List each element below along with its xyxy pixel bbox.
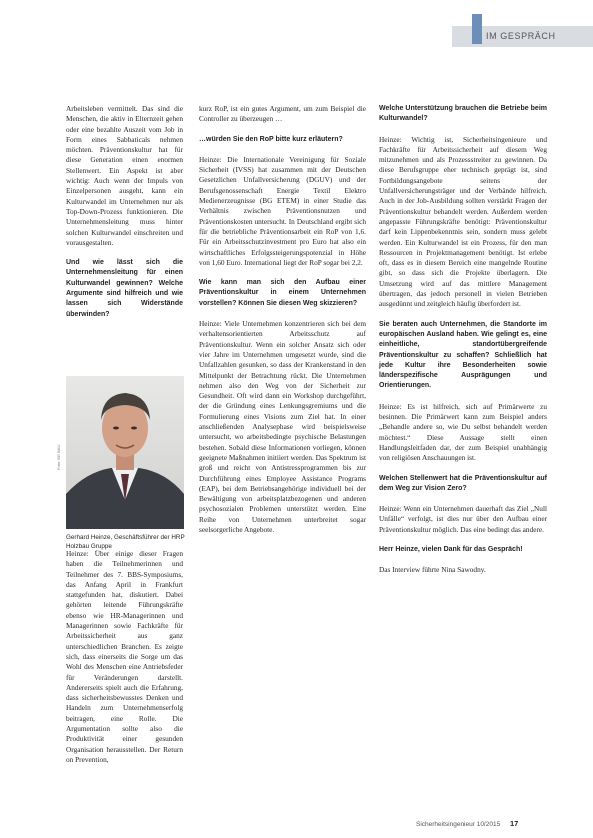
- photo-caption: Gerhard Heinze, Geschäftsführer der HRP Holzbau Gruppe: [66, 534, 185, 550]
- interview-credit: Das Interview führte Nina Sawodny.: [379, 565, 486, 575]
- paragraph: Heinze: Die Internationale Vereinigung für Soziale Sicherheit (IVSS) hat zusammen mit der Deutschen Gesetzlichen Unfallversicherung (DGUV) und der Berufsgenossenschaft Energie Textil Elektro Medienerzeugnisse (BG ETEM) in einer Studie das Verhältnis zwischen Präventionsnutzen und Präventionskosten untersucht. In Deutschland ergibt sich für die betriebliche Präventionsarbeit ein RoP von 1,6. Für ein Arbeitsschutzinvestment pro Euro hat also ein wirtschaftliches Erfolgssteigerungspotenzial in Höhe von 1,60 Euro. International liegt der RoP sogar bei 2,2.: [199, 154, 366, 267]
- page-footer: [416, 819, 518, 828]
- paragraph: Heinze: Viele Unternehmen konzentrieren sich bei dem verhaltensorientierten Arbeitsschutz auf Präventionskultur. Wenn ein solcher Ansatz sich oder vier Jahre im Unternehmen umgesetzt wurde, sind die Unfallzahlen gesunken, so dass der Krankenstand in den Mittelpunkt der Betrachtung rückt. Die Unternehmen nehmen also den Weg von der Sicherheit zur Gesundheit. Oft wird dann ein Workshop durchgeführt, der die Gründung eines Lenkungsgremiums und die Formulierung eines Visions zum Ziel hat. In einer anschließenden Analysephase wird beispielsweise untersucht, wo arbeitsbedingte psychische Belastungen bestehen. Sobald diese Informationen vorliegen, können geeignete Maßnahmen initiiert werden. Das Spektrum ist groß und reicht von Antistressprogrammen bis zur Durchführung eines Employee Assistance Programs (EAP), bei dem Betriebsangehörige individuell bei der Bewältigung von arbeitsplatzbezogenen und anderen psychosozialen Problemen unterstützt werden. Eine Reihe von Unternehmen unterbreitet sogar seelsorgerliche Angebote.: [199, 319, 366, 534]
- column-1-lower: [66, 549, 183, 775]
- column-1: [66, 104, 183, 330]
- publication-name: Sicherheitsingenieur 10/2015: [416, 821, 501, 828]
- paragraph: Heinze: Wichtig ist, Sicherheitsingenieure und Fachkräfte für Arbeitssicherheit auf diesem Weg mitzunehmen und als Prozessstreiter zu gewinnen. Da diese Berufsgruppe eher technisch geprägt ist, sind Fortbildungsangebote seitens der Unfallversicherungsträger und der Verbände hilfreich. Auch in der Job-Ausbildung sollten verstärkt Fragen der Präventionskultur behandelt werden. Außerdem werden angepasste Führungskräfte benötigt: Präventionskultur darf kein Lippenbekenntnis sein, sondern muss gelebt werden. Ein Kulturwandel ist ein Prozess, für den man Ressourcen in Projektmanagement benötigt. Ist erlebe oft, dass es in diesem Bereich eine mangelnde Routine gibt, so dass sich die Projekte überlagern. Die Umsetzung wird auf das mittlere Management übertragen, das jedoch personell in vielen Betrieben ausgedünnt und zeitgleich häufig überfordert ist.: [379, 134, 547, 309]
- interview-question: Welchen Stellenwert hat die Präventionskultur auf dem Weg zur Vision Zero?: [379, 474, 547, 492]
- column-3: [379, 104, 547, 586]
- interview-question: Wie kann man sich den Aufbau einer Präventionskultur in einem Unternehmen vorstellen? Können Sie diesen Weg skizzieren?: [199, 279, 366, 307]
- interview-question: Welche Unterstützung brauchen die Betriebe beim Kulturwandel?: [379, 105, 547, 123]
- section-tab: [452, 26, 593, 47]
- interview-question: Sie beraten auch Unternehmen, die Standorte im europäischen Ausland haben. Wie gelingt es, eine einheitliche, standortübergreifende Präventionskultur zu schaffen? Schließlich hat jede Kultur ihre Besonderheiten sowie länderspezifische Ausprägungen und Orientierungen.: [379, 320, 547, 390]
- photo-credit: Foto: BG BAU: [56, 444, 61, 470]
- interview-question: …würden Sie den RoP bitte kurz erläutern?: [199, 135, 343, 143]
- section-label: IM GESPRÄCH: [486, 31, 556, 41]
- page-number: 17: [510, 819, 519, 828]
- interview-closing: Herr Heinze, vielen Dank für das Gespräch!: [379, 545, 523, 553]
- paragraph: Arbeitsleben vermittelt. Das sind die Menschen, die aktiv in Elternzeit gehen oder eine bezahlte Auszeit vom Job in Form eines Sabbaticals nehmen möchten. Präventionskultur hat für diese Generation einen enormen Stellenwert. Ein Aspekt ist aber wichtig: Auch wenn der Impuls von Einzelpersonen ausgeht, kann ein Kulturwandel im Unternehmen nur als Top-Down-Prozess funktionieren. Die Unternehmensleitung muss hinter solchen Kulturwandel einschreiten und vorausgestalten.: [66, 104, 183, 247]
- paragraph: Heinze: Es ist hilfreich, sich auf Primärwerte zu besinnen. Die Primärwert kann zum Beispiel anders „Behandle andere so, wie Du selbst behandelt werden möchtest.“ Diese Aussage stellt einen Handlungsleitfaden dar, der zum Beispiel unabhängig von religiösen Anschauungen ist.: [379, 401, 547, 463]
- section-marker: [472, 14, 482, 44]
- paragraph: Heinze: Über einige dieser Fragen haben die Teilnehmerinnen und Teilnehmer des 7. BBS-Symposiums, das Anfang April in Frankfurt stattgefunden hat, diskutiert. Dabei gehörten leitende Führungskräfte ebenso wie HR-Managerinnen und Managerinnen sowie Fachkräfte für Arbeitssicherheit aus ganz unterschiedlichen Branchen. Es zeigte sich, dass einerseits die Sorge um das Wohl des Menschen eine Antriebsfeder für Veränderungen darstellt. Andererseits spielt auch die Erfahrung, dass sicherheitsbewusstes Denken und Handeln zum Unternehmenserfolg beitragen, eine Rolle. Die Argumentation sollte also die Produktivität einer gesunden Organisation herausstellen. Der Return on Prevention,: [66, 549, 183, 764]
- paragraph: kurz RoP, ist ein gutes Argument, um zum Beispiel die Controller zu überzeugen …: [199, 104, 366, 124]
- column-2: [199, 104, 366, 545]
- interview-question: Und wie lässt sich die Unternehmensleitung für einen Kulturwandel gewinnen? Welche Argumente sind hilfreich und wie lassen sich Widerstände überwinden?: [66, 259, 183, 318]
- portrait-photo: [66, 376, 184, 529]
- paragraph: Heinze: Wenn ein Unternehmen dauerhaft das Ziel „Null Unfälle“ verfolgt, ist dies nur über den Aufbau einer Präventionskultur möglich. Das eine bedingt das andere.: [379, 504, 547, 534]
